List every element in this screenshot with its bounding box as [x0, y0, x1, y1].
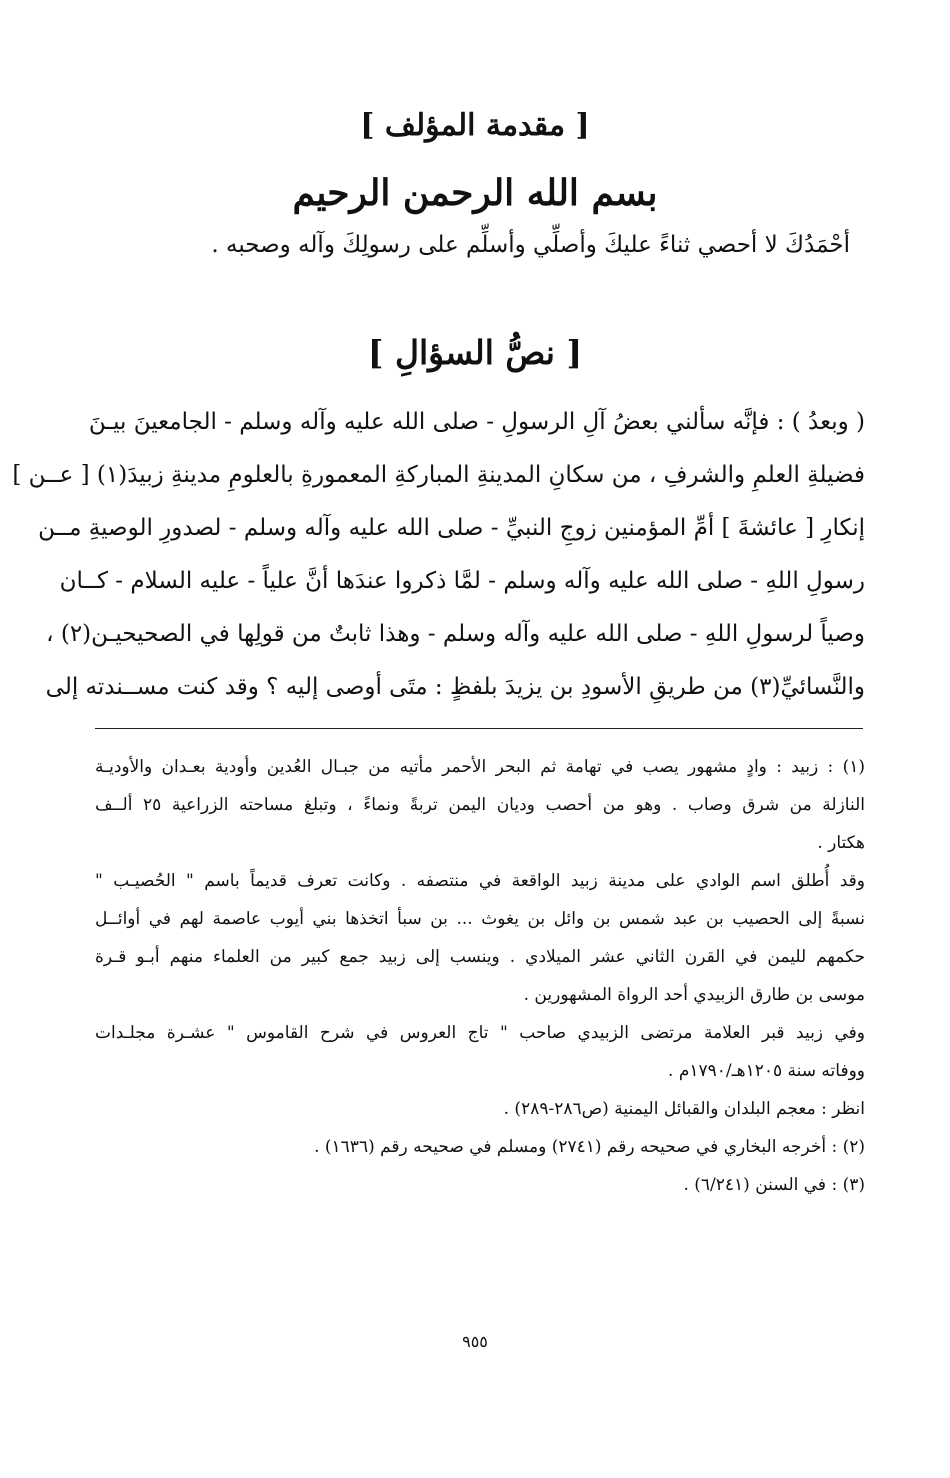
footnote-line: النازلة من شرق وصاب . وهو من أحصب وديان اليمن تربةً ونماءً ، وتبلغ مساحته الزراعية ٢٥ ألــف — [95, 795, 865, 815]
footnote-line: (٣) : في السنن (٦/٢٤١) . — [683, 1175, 865, 1195]
footnote-line: هكتار . — [817, 833, 865, 853]
body-text — [12, 398, 865, 716]
footnote-separator-rule — [95, 728, 863, 729]
footnote-line: (١) : زبيد : وادٍ مشهور يصب في تهامة ثم البحر الأحمر مأتيه من جبـال العُدين وأودية بعـدان والأوديـة — [95, 757, 865, 777]
footnote-line: انظر : معجم البلدان والقبائل اليمنية (ص٢٨٦-٢٨٩) . — [503, 1099, 865, 1119]
footnotes — [95, 748, 865, 1204]
author-introduction-heading: [ مقدمة المؤلف ] — [360, 108, 590, 143]
footnote-line: ووفاته سنة ١٢٠٥هـ/١٧٩٠م . — [668, 1061, 865, 1081]
body-line: وصياً لرسولِ اللهِ - صلى الله عليه وآله وسلم - وهذا ثابتٌ من قولِها في الصحيحيـن(٢) ، — [46, 621, 865, 647]
body-line: رسولِ اللهِ - صلى الله عليه وآله وسلم - لمَّا ذكروا عندَها أنَّ علياً - عليه السلام - كــان — [59, 568, 865, 594]
footnote-line: وفي زبيد قبر العلامة مرتضى الزبيدي صاحب " تاج العروس في شرح القاموس " عشـرة مجلـدات — [95, 1023, 865, 1043]
body-line: ( وبعدُ ) : فإنَّه سألني بعضُ آلِ الرسولِ - صلى الله عليه وآله وسلم - الجامعينَ بيـنَ — [88, 409, 865, 435]
doxology-line: أحْمَدُكَ لا أحصي ثناءً عليكَ وأصلِّي وأسلِّم على رسولِكَ وآله وصحبه . — [211, 232, 850, 258]
footnote-line: وقد أُطلق اسم الوادي على مدينة زبيد الواقعة في منتصفه . وكانت تعرف قديماً باسم " الحُصيـب " — [95, 871, 865, 891]
body-line: والنَّسائيِّ(٣) من طريقِ الأسودِ بن يزيدَ بلفظٍ : متَى أوصى إليه ؟ وقد كنت مســندته إلى — [45, 674, 865, 700]
page-number: ٩٥٥ — [462, 1332, 488, 1351]
question-text-heading: [ نصُّ السؤالِ ] — [367, 333, 583, 372]
basmala-heading: بسم الله الرحمن الرحيم — [292, 172, 658, 214]
footnote-line: موسى بن طارق الزبيدي أحد الرواة المشهورين . — [523, 985, 865, 1005]
footnote-line: حكمهم لليمن في القرن الثاني عشر الميلادي . وينسب إلى زبيد جمع كبير من العلماء منهم أبـو قـرة — [95, 947, 865, 967]
body-line: فضيلةِ العلمِ والشرفِ ، من سكانِ المدينةِ المباركةِ المعمورةِ بالعلومِ مدينةِ زبيدَ(١) [ عــن ] — [12, 462, 865, 488]
footnote-line: (٢) : أخرجه البخاري في صحيحه رقم (٢٧٤١) ومسلم في صحيحه رقم (١٦٣٦) . — [314, 1137, 865, 1157]
footnote-line: نسبةً إلى الحصيب بن عبد شمس بن وائل بن يغوث ... بن سبأ اتخذها بني أيوب عاصمة لهم في أوائــل — [95, 909, 865, 929]
body-line: إنكارِ [ عائشةَ ] أمِّ المؤمنين زوجِ النبيِّ - صلى الله عليه وآله وسلم - لصدورِ الوصيةِ مــن — [38, 515, 865, 541]
